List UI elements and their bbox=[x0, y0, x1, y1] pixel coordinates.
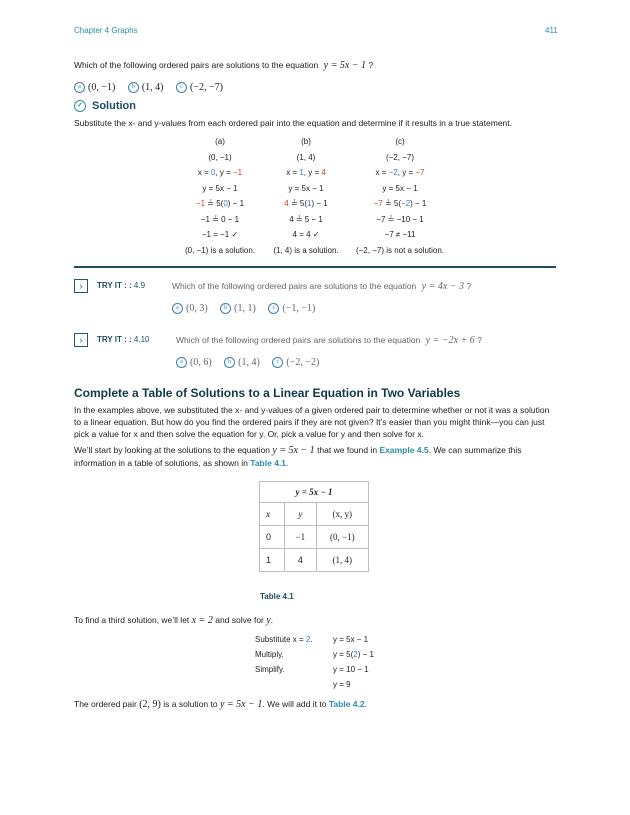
solution-title: Solution bbox=[92, 100, 136, 112]
column-eq: y = 5x − 1 bbox=[382, 183, 418, 193]
page-number: 411 bbox=[545, 26, 558, 35]
table-title: y = 5x − 1 bbox=[260, 482, 369, 503]
table-4-2-link[interactable]: Table 4.2 bbox=[328, 699, 365, 709]
try-it-options bbox=[176, 357, 329, 368]
option-a bbox=[74, 82, 115, 93]
column-line5: −7 ≟ −10 − 1 bbox=[376, 214, 424, 224]
option-b bbox=[128, 82, 164, 93]
column-eq: y = 5x − 1 bbox=[202, 183, 238, 193]
try-it-label: TRY IT : : 4.10 bbox=[97, 335, 150, 344]
section-paragraph-2: We’ll start by looking at the solutions to the equation y = 5x − 1 that we found in Example 4.5. We can summarize this information in a table of solutions, as shown in Table 4.1. bbox=[74, 445, 522, 468]
option-a-text: (0, −1) bbox=[88, 82, 116, 93]
option-b-letter: b bbox=[128, 82, 139, 93]
column-label: (c) bbox=[395, 137, 405, 146]
try-it-label: TRY IT : : 4.9 bbox=[97, 281, 146, 290]
column-pair: (1, 4) bbox=[296, 152, 316, 162]
final-sentence: The ordered pair (2, 9) is a solution to y = 5x − 1. We will add it to Table 4.2. bbox=[74, 699, 367, 710]
column-line5: 4 ≟ 5 − 1 bbox=[289, 214, 323, 224]
question-text: Which of the following ordered pairs are solutions to the equation bbox=[74, 60, 319, 70]
solution-text: Substitute the x- and y-values from each ordered pair into the equation and determine if it results in a true statement. bbox=[74, 118, 512, 128]
section-title: Complete a Table of Solutions to a Linear Equation in Two Variables bbox=[74, 386, 461, 400]
column-subst: x = −2, y = −7 bbox=[375, 168, 425, 177]
column-result: (1, 4) is a solution. bbox=[273, 245, 339, 255]
step-expr: y = 5x − 1 bbox=[333, 635, 369, 644]
column-result: (0, −1) is a solution. bbox=[184, 245, 256, 255]
column-subst: x = 1, y = 4 bbox=[286, 168, 326, 177]
column-line4: −7 ≟ 5(−2) − 1 bbox=[373, 199, 427, 208]
option-c: c (−2, −2) bbox=[272, 357, 319, 368]
option-c-text: (−2, −7) bbox=[189, 82, 223, 93]
steps-expressions bbox=[333, 632, 374, 692]
column-label: (b) bbox=[301, 137, 311, 146]
column-eq: y = 5x − 1 bbox=[288, 183, 324, 193]
table-header-row: x y (x, y) bbox=[260, 503, 369, 526]
chevron-right-icon[interactable]: › bbox=[74, 279, 88, 293]
example-question bbox=[74, 60, 373, 71]
step-label: Multiply. bbox=[255, 650, 284, 659]
solutions-table bbox=[259, 481, 369, 572]
step-expr: y = 10 − 1 bbox=[333, 665, 369, 674]
table-row: 1 4 (1, 4) bbox=[260, 549, 369, 572]
try-it-question: Which of the following ordered pairs are solutions to the equation y = −2x + 6 ? bbox=[176, 335, 482, 346]
example-link[interactable]: Example 4.5 bbox=[379, 445, 429, 455]
column-line4: −1 ≟ 5(0) − 1 bbox=[195, 199, 245, 208]
column-label: (a) bbox=[215, 137, 225, 146]
option-a-letter: a bbox=[74, 82, 85, 93]
try-it-question: Which of the following ordered pairs are solutions to the equation y = 4x − 3 ? bbox=[172, 281, 472, 292]
step-expr: y = 9 bbox=[333, 680, 351, 689]
option-c: c (−1, −1) bbox=[268, 303, 315, 314]
column-line6: −1 = −1 ✓ bbox=[201, 230, 239, 239]
column-c bbox=[352, 134, 448, 258]
option-c-letter: c bbox=[176, 82, 187, 93]
step-label: Substitute x = 2. bbox=[255, 635, 313, 644]
step-label: Simplify. bbox=[255, 665, 285, 674]
third-intro: To find a third solution, we’ll let x = 2 and solve for y. bbox=[74, 615, 274, 626]
column-line6: 4 = 4 ✓ bbox=[292, 230, 320, 239]
check-circle-icon: ✓ bbox=[74, 100, 86, 112]
option-a: a (0, 6) bbox=[176, 357, 212, 368]
steps-labels bbox=[255, 632, 313, 677]
option-c bbox=[176, 82, 223, 93]
column-b bbox=[266, 134, 346, 258]
column-line6: −7 ≠ −11 bbox=[384, 230, 416, 239]
solution-heading bbox=[74, 100, 136, 112]
column-result: (−2, −7) is not a solution. bbox=[355, 245, 445, 255]
option-a: a (0, 3) bbox=[172, 303, 208, 314]
column-subst: x = 0, y = −1 bbox=[197, 168, 243, 177]
try-it-options bbox=[172, 303, 325, 314]
column-pair: (0, −1) bbox=[208, 152, 232, 162]
table-row: 0 −1 (0, −1) bbox=[260, 526, 369, 549]
question-mark: ? bbox=[368, 60, 374, 70]
section-paragraph-1: In the examples above, we substituted the x- and y-values of a given ordered pair to determine whether or not it was a solution to a linear equation. But how do you find the ordered pairs if they are not given? It’s easier than you might think—you can just pick a value for x and then solve the equation for y. Or, pick a value for y and then solve for x. bbox=[74, 405, 550, 439]
chevron-right-icon[interactable]: › bbox=[74, 333, 88, 347]
option-b: b (1, 4) bbox=[224, 357, 260, 368]
chapter-header: Chapter 4 Graphs bbox=[74, 26, 138, 35]
option-b: b (1, 1) bbox=[220, 303, 256, 314]
option-b-text: (1, 4) bbox=[141, 82, 164, 93]
section-divider bbox=[74, 266, 556, 268]
question-equation: y = 5x − 1 bbox=[323, 60, 367, 71]
step-expr: y = 5(2) − 1 bbox=[333, 650, 374, 659]
table-caption: Table 4.1 bbox=[260, 592, 294, 601]
table-link[interactable]: Table 4.1 bbox=[250, 458, 287, 468]
column-pair: (−2, −7) bbox=[385, 152, 414, 162]
column-line5: −1 ≟ 0 − 1 bbox=[200, 214, 240, 224]
column-a bbox=[180, 134, 260, 258]
example-options bbox=[74, 82, 233, 93]
column-line4: 4 ≟ 5(1) − 1 bbox=[284, 199, 328, 208]
